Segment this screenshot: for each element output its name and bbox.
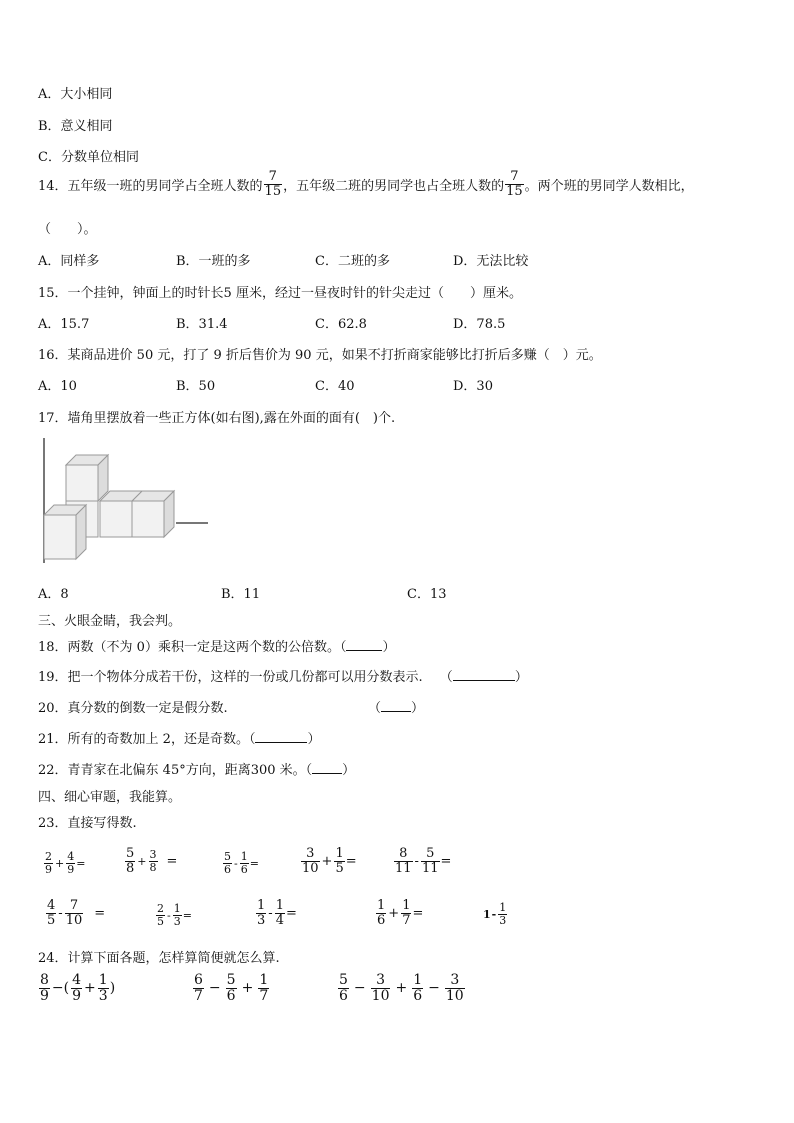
q14-fraction-1: $\frac{7}{15}$ [264, 169, 282, 199]
q17-option-a: A．8 [38, 587, 69, 602]
option-a-prev: A．大小相同 [38, 87, 113, 102]
q24-expr-2: $\frac{6}{7}$ − $\frac{5}{6}$ + $\frac{1}{7}$ [194, 972, 269, 1004]
q16-option-d: D．30 [453, 379, 493, 394]
q23-expr-8: $\frac{1}{3}$ - $\frac{1}{4}$ = [257, 898, 297, 928]
q15-option-c: C．62.8 [315, 317, 367, 332]
q17-option-b: B．11 [221, 587, 261, 602]
q23-expr-6: $\frac{4}{5}$ - $\frac{7}{10}$ = [47, 898, 106, 928]
question-16: 16．某商品进价 50 元，打了 9 折后售价为 90 元，如果不打折商家能够比打折后多赚（ ）元。 [38, 348, 602, 363]
section-4-heading: 四、细心审题，我能算。 [38, 790, 182, 805]
q21-answer-blank[interactable] [255, 730, 307, 743]
section-3-heading: 三、火眼金睛，我会判。 [38, 614, 182, 629]
question-14 [38, 170, 694, 198]
q23-expr-1: $\frac{2}{9}$ + $\frac{4}{9}$ = [45, 850, 86, 876]
q16-option-b: B．50 [176, 379, 216, 394]
question-18: 18．两数（不为 0）乘积一定是这两个数的公倍数。（ ） [38, 640, 396, 655]
question-21: 21．所有的奇数加上 2，还是奇数。（ ） [38, 732, 321, 747]
q23-expr-2: $\frac{5}{8}$ + $\frac{3}{8}$ = [126, 846, 178, 876]
option-b-prev: B．意义相同 [38, 119, 113, 134]
q16-option-a: A．10 [38, 379, 77, 394]
q14-part1: 14．五年级一班的男同学占全班人数的 [38, 178, 263, 194]
q23-expr-3: $\frac{5}{6}$ - $\frac{1}{6}$ = [224, 850, 259, 876]
q20-answer-blank[interactable] [381, 699, 411, 712]
q14-option-d: D．无法比较 [453, 254, 529, 269]
q23-expr-10: 1 - $\frac{1}{3}$ [483, 901, 507, 927]
q14-part2: ，五年级二班的男同学也占全班人数的 [283, 178, 505, 194]
q14-fraction-2: $\frac{7}{15}$ [506, 169, 523, 199]
question-24-title: 24．计算下面各题，怎样算简便就怎么算. [38, 951, 280, 966]
question-19: 19．把一个物体分成若干份，这样的一份或几份都可以用分数表示. （ ） [38, 670, 528, 685]
q15-option-b: B．31.4 [176, 317, 228, 332]
q23-expr-5: $\frac{8}{11}$ - $\frac{5}{11}$ = [395, 846, 452, 876]
q17-option-c: C．13 [407, 587, 447, 602]
q14-option-a: A．同样多 [38, 254, 100, 269]
q15-option-d: D．78.5 [453, 317, 506, 332]
q23-expr-4: $\frac{3}{10}$ + $\frac{1}{5}$ = [302, 846, 357, 876]
option-c-prev: C．分数单位相同 [38, 150, 139, 165]
question-23-title: 23．直接写得数. [38, 816, 137, 831]
q19-answer-blank[interactable] [453, 668, 515, 681]
q14-option-b: B．一班的多 [176, 254, 251, 269]
corner-cubes-figure [36, 433, 212, 568]
question-17: 17．墙角里摆放着一些正方体(如右图),露在外面的面有( )个. [38, 411, 396, 426]
question-15: 15．一个挂钟，钟面上的时针长5 厘米，经过一昼夜时针的针尖走过（ ）厘米。 [38, 286, 522, 301]
q23-expr-7: $\frac{2}{5}$ - $\frac{1}{3}$ = [157, 902, 192, 928]
q23-expr-9: $\frac{1}{6}$ + $\frac{1}{7}$ = [377, 898, 424, 928]
q14-blank-line: （ ）。 [38, 222, 97, 237]
q16-option-c: C．40 [315, 379, 355, 394]
q22-answer-blank[interactable] [312, 761, 342, 774]
q14-part3: 。两个班的男同学人数相比， [524, 178, 694, 194]
q24-expr-1: $\frac{8}{9}$ −( $\frac{4}{9}$ + $\frac{1}{3}$ ) [40, 972, 116, 1004]
q24-expr-3: $\frac{5}{6}$ − $\frac{3}{10}$ + $\frac{1}{6}$ − $\frac{3}{10}$ [339, 972, 464, 1004]
q18-answer-blank[interactable] [346, 638, 382, 651]
q20-answer: （ ） [368, 701, 425, 716]
question-22: 22．青青家在北偏东 45°方向，距离300 米。（ ） [38, 763, 356, 778]
question-20: 20．真分数的倒数一定是假分数. [38, 701, 228, 716]
q15-option-a: A．15.7 [38, 317, 90, 332]
q14-option-c: C．二班的多 [315, 254, 390, 269]
